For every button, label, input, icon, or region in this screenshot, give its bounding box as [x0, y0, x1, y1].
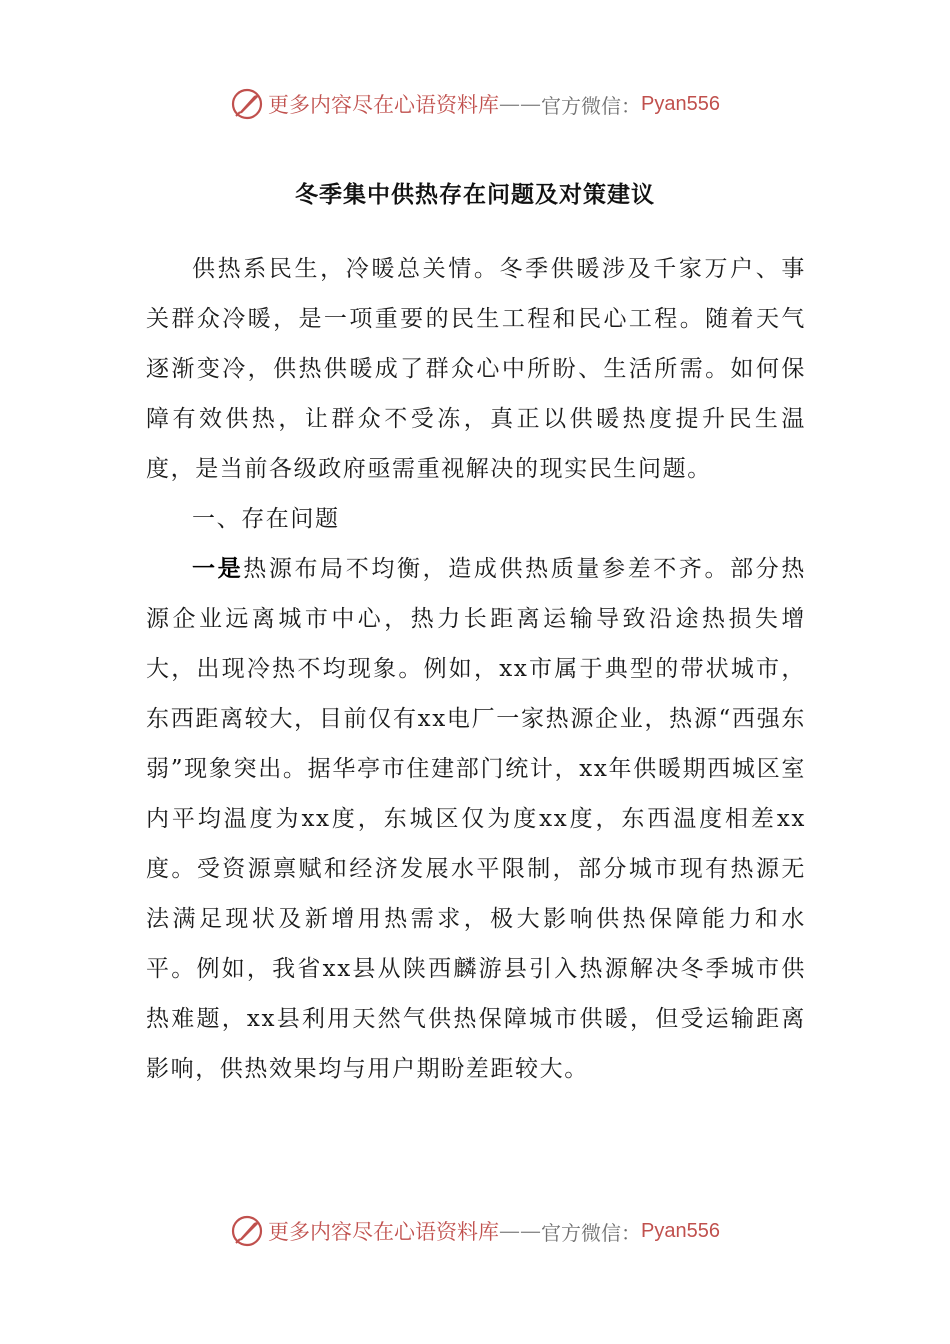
quill-logo-icon: [230, 1214, 264, 1248]
document-title: 冬季集中供热存在问题及对策建议: [295, 181, 655, 208]
header-watermark: [0, 84, 950, 124]
watermark-wechat-id: Pyan556: [641, 92, 720, 115]
point-one-paragraph: [146, 544, 806, 1094]
point-one-lead: 一是: [192, 555, 244, 582]
watermark-official-label: 官方微信：: [541, 1220, 642, 1245]
point-one-text: 热源布局不均衡，造成供热质量参差不齐。部分热源企业远离城市中心，热力长距离运输导致沿途热损失增大，出现冷热不均现象。例如，xx市属于典型的带状城市，东西距离较大，目前仅有xx电厂一家热源企业，热源“西强东弱”现象突出。据华亭市住建部门统计，xx年供暖期西城区室内平均温度为xx度，东城区仅为度xx度，东西温度相差xx度。受资源禀赋和经济发展水平限制，部分城市现有热源无法满足现状及新增用热需求，极大影响供热保障能力和水平。例如，我省xx县从陕西麟游县引入热源解决冬季城市供热难题，xx县利用天然气供热保障城市供暖，但受运输距离影响，供热效果均与用户期盼差距较大。: [146, 556, 807, 1082]
footer-watermark: [0, 1211, 950, 1251]
watermark-dash: ——: [499, 92, 542, 116]
watermark-official-label: 官方微信：: [541, 93, 642, 118]
watermark-main-text: 更多内容尽在心语资料库: [268, 1220, 500, 1244]
intro-paragraph: 供热系民生，冷暖总关情。冬季供暖涉及千家万户、事关群众冷暖，是一项重要的民生工程和民心工程。随着天气逐渐变冷，供热供暖成了群众心中所盼、生活所需。如何保障有效供热，让群众不受冻，真正以供暖热度提升民生温度，是当前各级政府亟需重视解决的现实民生问题。: [146, 256, 806, 482]
watermark-main-text: 更多内容尽在心语资料库: [268, 93, 500, 117]
section-heading: 一、存在问题: [192, 506, 340, 532]
watermark-dash: ——: [499, 1219, 542, 1243]
document-body: [146, 244, 806, 1094]
quill-logo-icon: [230, 87, 264, 121]
watermark-wechat-id: Pyan556: [641, 1219, 720, 1242]
